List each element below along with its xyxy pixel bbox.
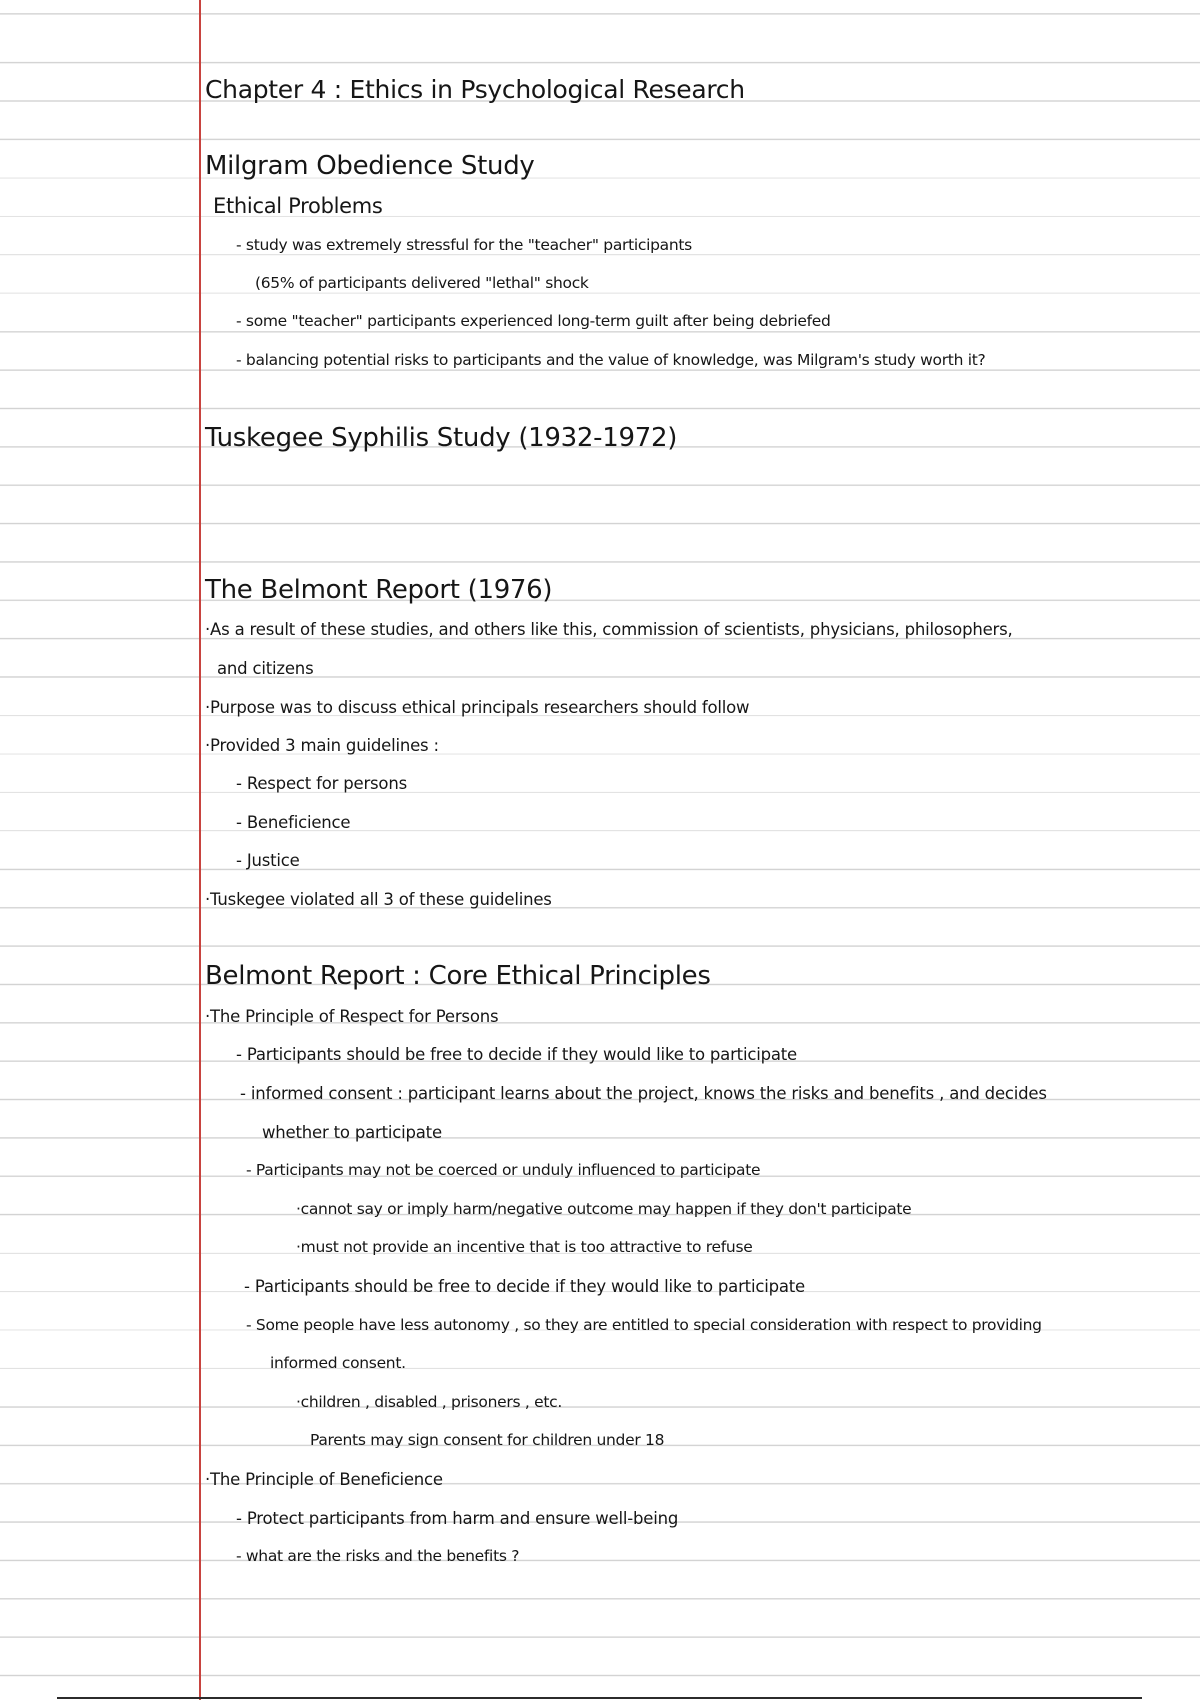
- note-line: - Participants should be free to decide if they would like to participate: [236, 1047, 797, 1064]
- note-line: · Tuskegee violated all 3 of these guidelines: [205, 892, 552, 909]
- note-line: - Some people have less autonomy , so they are entitled to special consideration with respect to providing: [246, 1318, 1042, 1334]
- note-line: · Provided 3 main guidelines :: [205, 738, 439, 755]
- note-line: · cannot say or imply harm/negative outcome may happen if they don't participate: [296, 1202, 911, 1218]
- note-line: - Participants may not be coerced or unduly influenced to participate: [246, 1163, 760, 1179]
- section-heading-tuskegee: Tuskegee Syphilis Study (1932-1972): [205, 423, 678, 453]
- note-line: whether to participate: [262, 1123, 442, 1142]
- section-heading-core-principles: Belmont Report : Core Ethical Principles: [205, 961, 711, 991]
- note-line: - Protect participants from harm and ensure well-being: [236, 1511, 678, 1528]
- note-line: - informed consent : participant learns about the project, knows the risks and benefits , and decides: [240, 1086, 1047, 1103]
- note-line: - Justice: [236, 853, 300, 870]
- note-line: - study was extremely stressful for the "teacher" participants: [236, 238, 692, 254]
- section-heading-milgram: Milgram Obedience Study: [205, 151, 535, 181]
- bottom-rule: [57, 1697, 1142, 1699]
- note-line: · The Principle of Beneficience: [205, 1472, 443, 1489]
- note-line: - balancing potential risks to participants and the value of knowledge, was Milgram's study worth it?: [236, 353, 985, 369]
- note-line: · must not provide an incentive that is too attractive to refuse: [296, 1240, 752, 1256]
- note-line: - Respect for persons: [236, 776, 407, 793]
- note-line: informed consent.: [270, 1354, 406, 1372]
- note-line: · children , disabled , prisoners , etc.: [296, 1395, 562, 1411]
- note-line: - some "teacher" participants experienced long-term guilt after being debriefed: [236, 314, 831, 330]
- note-line: Parents may sign consent for children under 18: [310, 1431, 665, 1449]
- note-line: · The Principle of Respect for Persons: [205, 1009, 498, 1026]
- note-line: · Purpose was to discuss ethical principals researchers should follow: [205, 700, 749, 717]
- page-title: Chapter 4 : Ethics in Psychological Research: [205, 75, 745, 104]
- note-line: (65% of participants delivered "lethal" shock: [255, 274, 589, 292]
- note-line: and citizens: [217, 659, 314, 678]
- note-line: · As a result of these studies, and others like this, commission of scientists, physicians, philosophers,: [205, 622, 1013, 639]
- margin-line: [199, 0, 201, 1700]
- subheading-ethical-problems: Ethical Problems: [213, 194, 383, 218]
- section-heading-belmont: The Belmont Report (1976): [205, 575, 553, 605]
- note-line: - what are the risks and the benefits ?: [236, 1549, 519, 1565]
- note-line: - Participants should be free to decide if they would like to participate: [244, 1279, 805, 1296]
- note-line: - Beneficience: [236, 815, 350, 832]
